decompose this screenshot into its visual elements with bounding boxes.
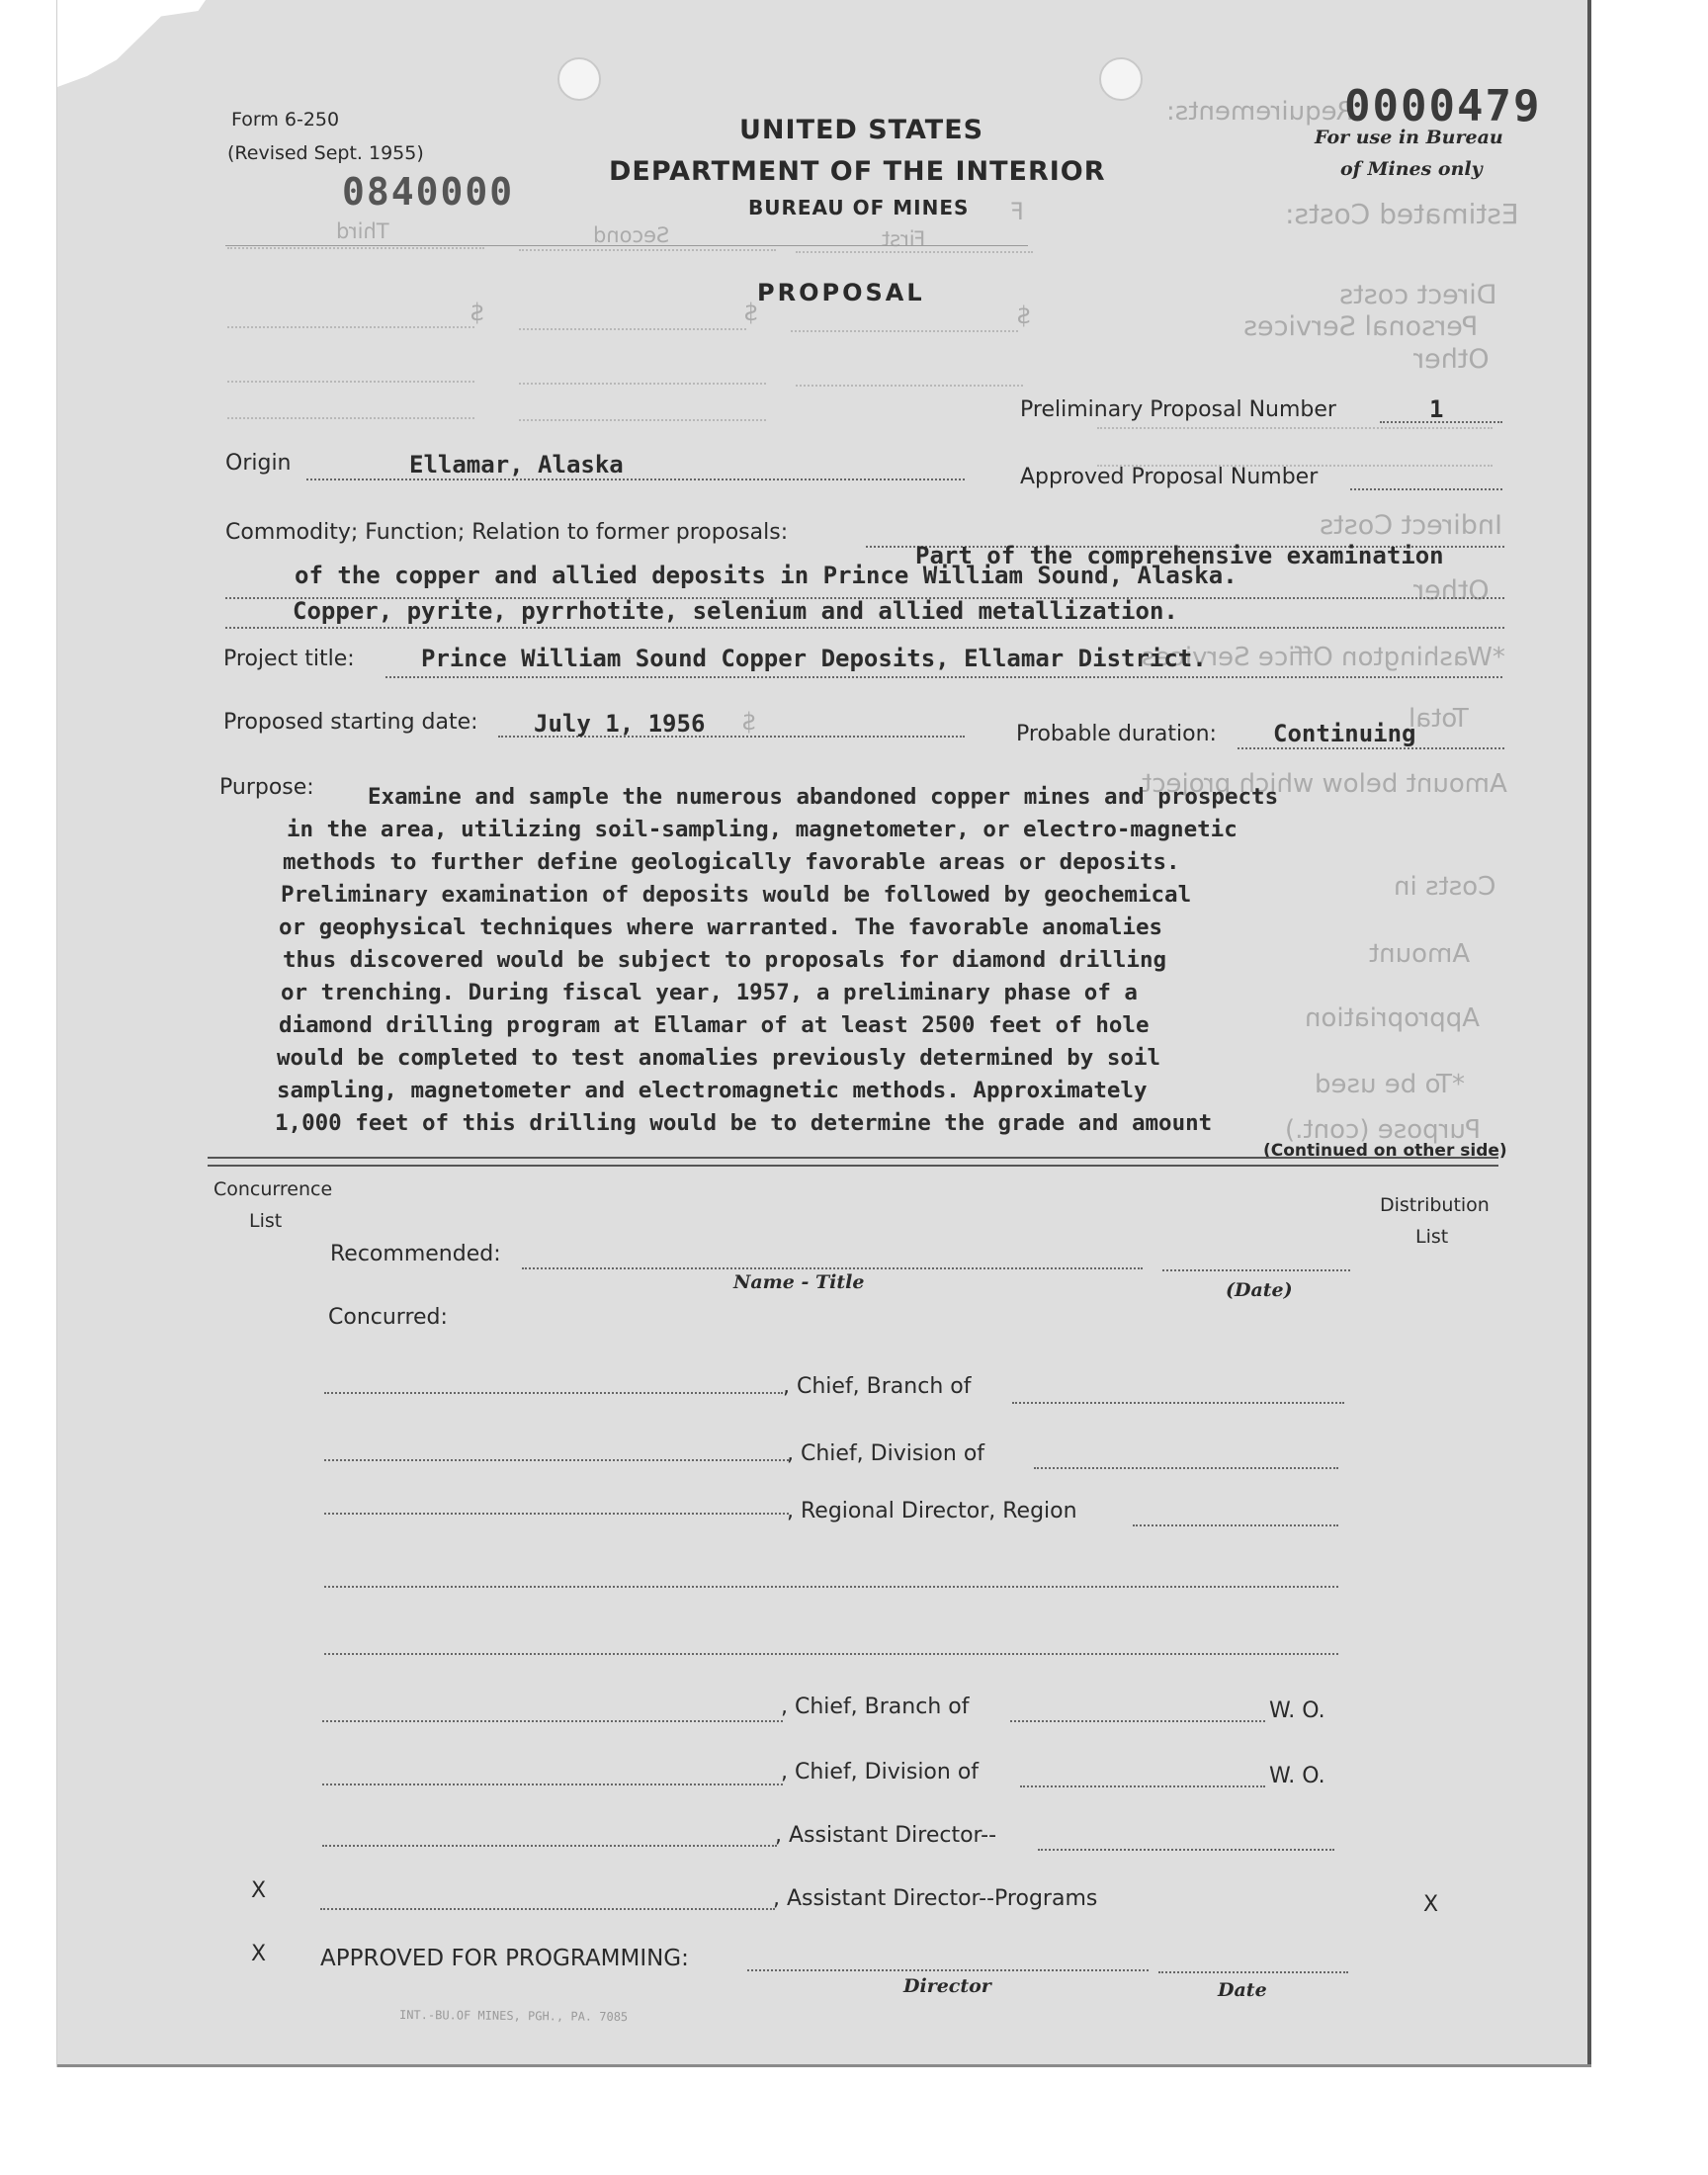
programs-name-line <box>320 1908 775 1910</box>
ghost-total: Total <box>1409 704 1469 734</box>
date-caption: (Date) <box>1226 1279 1293 1301</box>
purpose-line: thus discovered would be subject to proposals for diamond drilling <box>283 947 1167 973</box>
concurrence-label-2: List <box>249 1210 283 1232</box>
agency-line-1: UNITED STATES <box>739 115 984 145</box>
ghost-second: Second <box>593 223 670 247</box>
assistant-director-name-line <box>322 1845 777 1847</box>
ghost-to-be-used: *To be used <box>1315 1070 1465 1099</box>
ghost-line <box>796 385 1023 387</box>
blank-line-2 <box>324 1653 1338 1655</box>
stamp-number-right: 0000479 <box>1344 81 1542 131</box>
commodity-text-3: Copper, pyrite, pyrrhotite, selenium and allied metallization. <box>293 597 1178 625</box>
commodity-text-2: of the copper and allied deposits in Prince William Sound, Alaska. <box>295 562 1238 589</box>
concurrence-label-1: Concurrence <box>214 1178 333 1200</box>
agency-line-2: DEPARTMENT OF THE INTERIOR <box>609 156 1106 187</box>
purpose-line: methods to further define geologically favorable areas or deposits. <box>283 849 1180 875</box>
ghost-line <box>227 326 474 328</box>
division-of-line <box>1034 1467 1338 1469</box>
approval-date-line <box>1158 1971 1348 1973</box>
ghost-purpose-cont: Purpose (cont.) <box>1285 1115 1482 1145</box>
punch-hole-right <box>1099 57 1143 101</box>
director-caption: Director <box>903 1975 991 1997</box>
x-mark-concurrence: X <box>251 1878 267 1903</box>
purpose-line: 1,000 feet of this drilling would be to determine the grade and amount <box>275 1110 1213 1136</box>
ghost-dollar-4: $ <box>741 708 757 736</box>
project-title-line <box>385 676 1502 678</box>
regional-director-label: , Regional Director, Region <box>787 1499 1077 1523</box>
bureau-note-1: For use in Bureau <box>1315 127 1503 148</box>
assistant-director-label: , Assistant Director-- <box>775 1823 997 1848</box>
divider-top <box>208 1157 1498 1159</box>
purpose-line: in the area, utilizing soil-sampling, magnetometer, or electro-magnetic <box>287 817 1238 842</box>
start-date-value: July 1, 1956 <box>534 710 706 738</box>
commodity-text-1: Part of the comprehensive examination <box>915 542 1444 569</box>
wo-label-2: W. O. <box>1269 1764 1325 1788</box>
approved-proposal-label: Approved Proposal Number <box>1020 465 1319 489</box>
wo-division-name-line <box>322 1784 783 1785</box>
origin-label: Origin <box>225 451 292 476</box>
ghost-appropriation: Appropriation <box>1305 1003 1480 1033</box>
purpose-line: would be completed to test anomalies previously determined by soil <box>277 1045 1161 1071</box>
purpose-paragraph <box>275 781 1491 1140</box>
approval-date-caption: Date <box>1218 1979 1267 2001</box>
ghost-costs-in: Costs in <box>1394 872 1496 902</box>
ghost-line <box>796 251 1033 253</box>
recommended-label: Recommended: <box>330 1242 501 1266</box>
branch-of-line <box>1012 1402 1344 1404</box>
origin-line <box>306 478 965 480</box>
ghost-line <box>1097 427 1493 429</box>
purpose-label: Purpose: <box>219 775 314 800</box>
project-title-value: Prince William Sound Copper Deposits, Ellamar District. <box>421 645 1207 672</box>
form-number: Form 6-250 <box>231 109 340 130</box>
ghost-dollar-1: $ <box>470 299 485 326</box>
form-revised: (Revised Sept. 1955) <box>227 142 424 164</box>
ghost-first: First <box>882 227 926 251</box>
continued-note: (Continued on other side) <box>1263 1141 1507 1161</box>
project-title-label: Project title: <box>223 647 355 671</box>
commodity-label: Commodity; Function; Relation to former proposals: <box>225 520 789 545</box>
ghost-estimated-costs: Estimated Costs: <box>1285 198 1519 230</box>
purpose-line: Examine and sample the numerous abandoned copper mines and prospects <box>368 784 1279 810</box>
approved-proposal-line <box>1350 488 1502 490</box>
ghost-third: Third <box>336 219 389 243</box>
header-rule <box>225 245 1028 246</box>
ghost-amount: Amount <box>1369 939 1471 969</box>
wo-division-of-line <box>1020 1785 1265 1787</box>
ghost-requirements: Requirements: <box>1166 97 1354 127</box>
ghost-line <box>519 419 766 421</box>
ghost-line <box>227 381 474 383</box>
print-code: INT.-BU.OF MINES, PGH., PA. 7085 <box>398 2007 629 2025</box>
origin-value: Ellamar, Alaska <box>409 451 624 478</box>
wo-chief-division-label: , Chief, Division of <box>781 1760 980 1784</box>
name-title-caption: Name - Title <box>733 1271 865 1293</box>
commodity-line-3 <box>225 627 1504 629</box>
ghost-line <box>519 328 746 330</box>
preliminary-label: Preliminary Proposal Number <box>1020 397 1336 422</box>
ghost-line <box>227 417 474 419</box>
chief-division-label: , Chief, Division of <box>787 1441 985 1466</box>
ghost-dollar-3: $ <box>1016 302 1032 329</box>
ghost-other-2: Other <box>1413 575 1490 606</box>
branch-name-line <box>324 1392 783 1394</box>
wo-branch-of-line <box>1010 1720 1265 1722</box>
assistant-director-line <box>1038 1849 1334 1851</box>
wo-chief-branch-label: , Chief, Branch of <box>781 1695 970 1719</box>
chief-branch-label: , Chief, Branch of <box>783 1374 972 1399</box>
recommended-date-line <box>1162 1269 1350 1271</box>
distribution-label-2: List <box>1415 1226 1449 1248</box>
duration-value: Continuing <box>1273 720 1416 747</box>
purpose-line: or geophysical techniques where warranted. The favorable anomalies <box>279 914 1163 940</box>
x-mark-distribution: X <box>1423 1892 1439 1917</box>
ghost-other-1: Other <box>1413 344 1490 375</box>
x-mark-approval: X <box>251 1942 267 1966</box>
preliminary-value: 1 <box>1429 395 1444 423</box>
start-date-label: Proposed starting date: <box>223 710 478 735</box>
purpose-line: sampling, magnetometer and electromagnetic methods. Approximately <box>277 1078 1148 1103</box>
punch-hole-left <box>557 57 601 101</box>
ghost-line <box>519 249 776 251</box>
ghost-line <box>519 383 766 385</box>
document-title: PROPOSAL <box>757 279 925 306</box>
wo-label-1: W. O. <box>1269 1698 1325 1723</box>
duration-line <box>1238 747 1504 749</box>
assistant-director-programs-label: , Assistant Director--Programs <box>773 1886 1098 1911</box>
ghost-washington: *Washington Office Services <box>1142 643 1505 672</box>
ghost-amount-below: Amount below which project <box>1142 769 1507 799</box>
recommended-name-line <box>522 1267 1143 1269</box>
director-line <box>747 1969 1149 1971</box>
distribution-label-1: Distribution <box>1380 1194 1490 1216</box>
bureau-note-2: of Mines only <box>1340 158 1483 180</box>
concurred-label: Concurred: <box>328 1305 448 1330</box>
ghost-direct-costs: Direct costs <box>1339 280 1497 310</box>
division-name-line <box>324 1459 789 1461</box>
ghost-indirect-costs: Indirect Costs <box>1320 510 1502 541</box>
page-edge-bottom <box>57 2064 1591 2067</box>
approved-for-programming-label: APPROVED FOR PROGRAMMING: <box>320 1946 689 1971</box>
divider-bottom <box>208 1165 1498 1167</box>
purpose-line: diamond drilling program at Ellamar of at least 2500 feet of hole <box>279 1012 1150 1038</box>
ghost-f: F <box>1010 198 1024 225</box>
regional-name-line <box>324 1513 789 1515</box>
blank-line-1 <box>324 1586 1338 1588</box>
ghost-line <box>791 330 1018 332</box>
page-edge-right <box>1587 0 1591 2066</box>
stamp-number-left: 0840000 <box>342 170 515 214</box>
wo-branch-name-line <box>322 1720 783 1722</box>
agency-line-3: BUREAU OF MINES <box>748 196 970 219</box>
duration-label: Probable duration: <box>1016 722 1217 746</box>
purpose-line: Preliminary examination of deposits would be followed by geochemical <box>281 882 1192 908</box>
ghost-line <box>227 247 484 249</box>
ghost-dollar-2: $ <box>743 299 759 326</box>
ghost-personal-services: Personal Services <box>1243 311 1479 342</box>
purpose-line: or trenching. During fiscal year, 1957, a preliminary phase of a <box>281 980 1138 1005</box>
region-line <box>1133 1524 1338 1526</box>
